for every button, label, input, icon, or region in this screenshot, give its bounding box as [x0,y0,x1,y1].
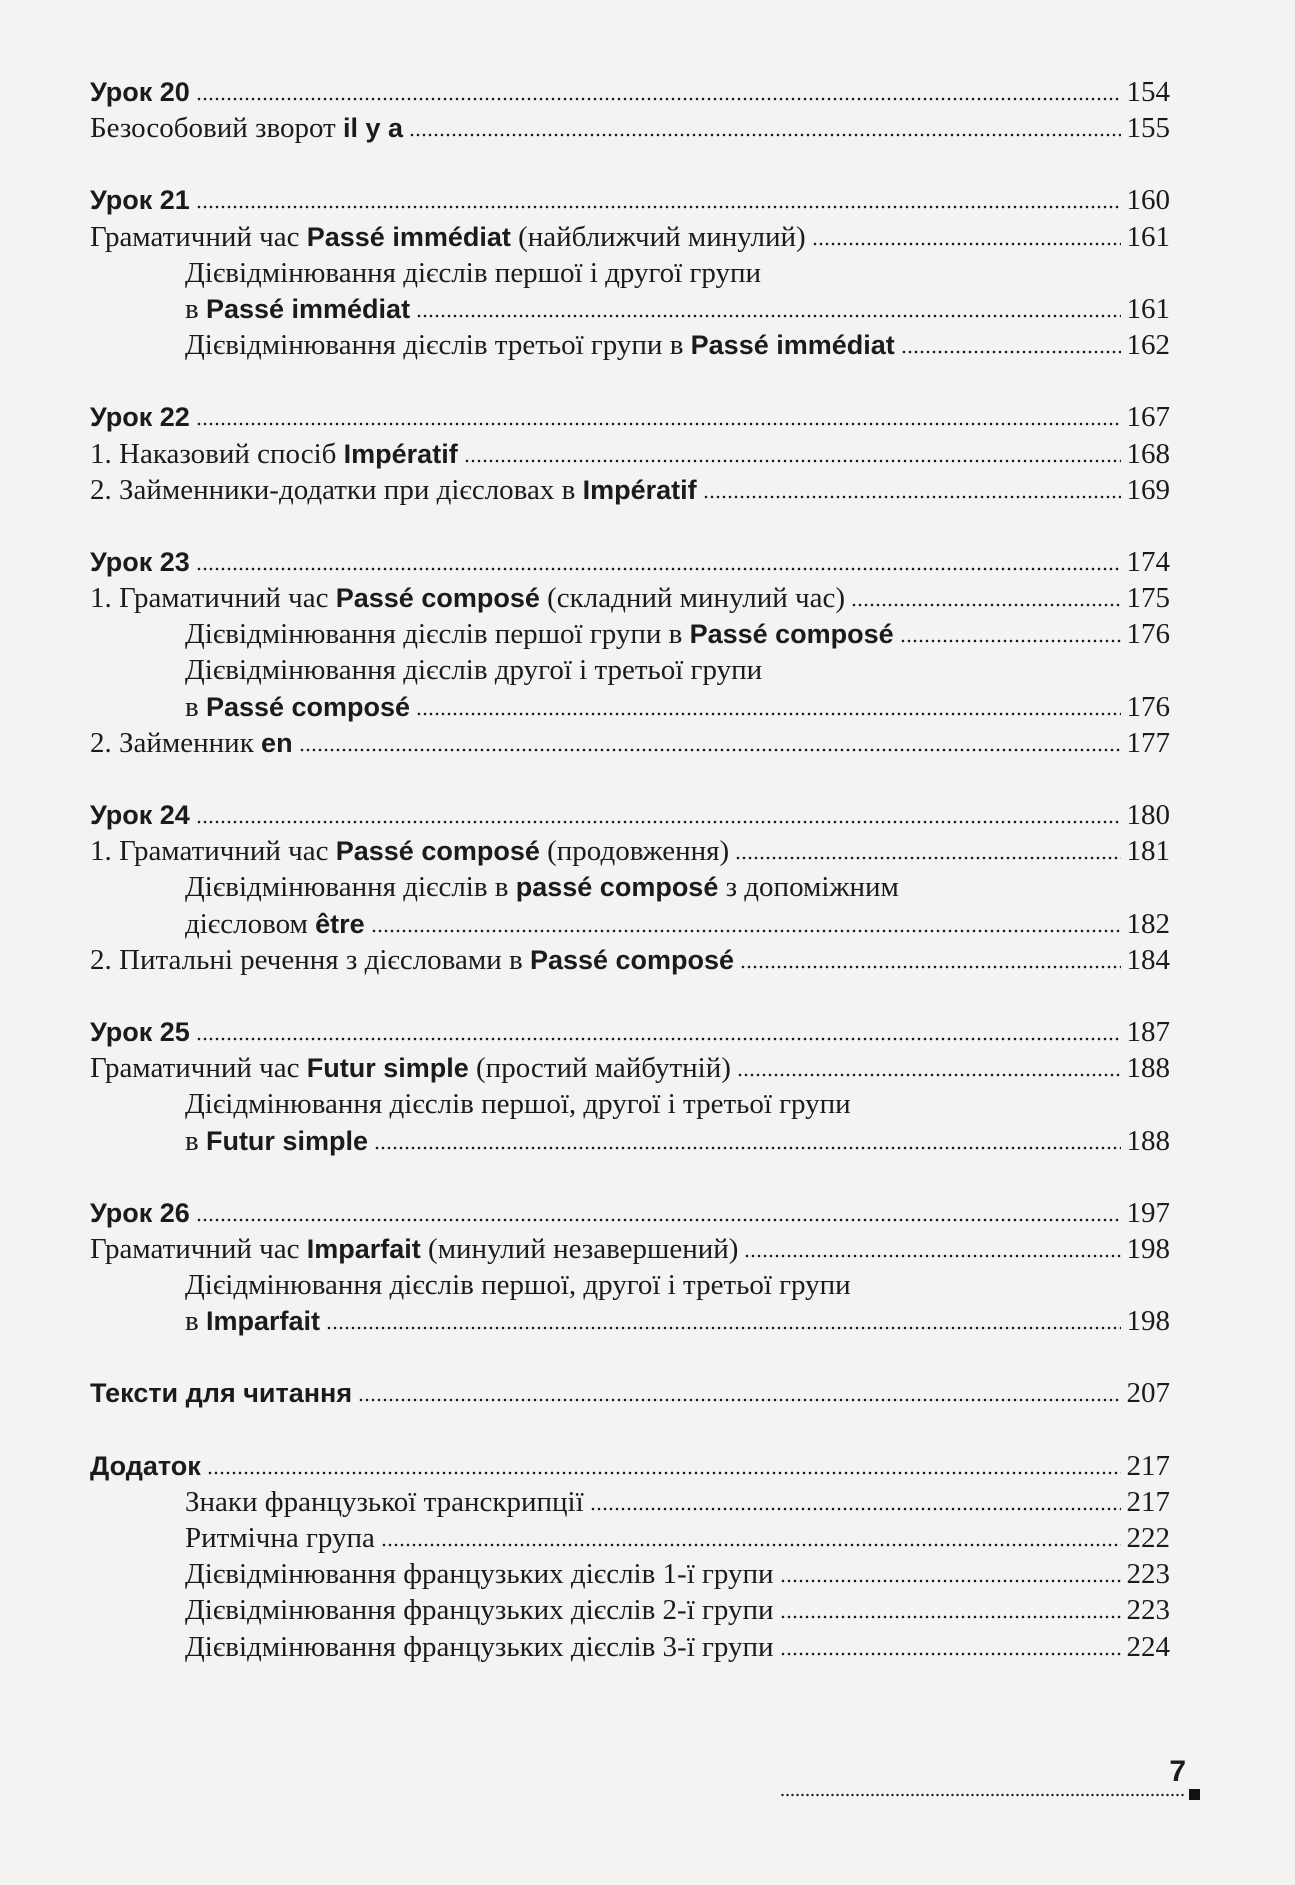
toc-page-number: 182 [1126,907,1170,940]
dot-leader [851,603,1121,607]
toc-entry [90,652,1170,688]
toc-heading [90,74,1170,110]
toc-entry-bold: Impératif [582,474,697,505]
toc-page-number: 224 [1126,1630,1170,1663]
toc-entry-bold: Урок 22 [90,402,190,433]
toc-entry [90,616,1170,652]
dot-leader [744,1254,1120,1258]
toc-page-number: 161 [1126,220,1170,253]
toc-entry-bold: Impératif [343,438,458,469]
toc-entry-pre: Дієвідмінювання французьких дієслів 1-ї групи [185,1558,774,1591]
toc-entry-title [185,1123,368,1159]
toc-page-number: 217 [1126,1485,1170,1518]
toc-entry [90,1303,1170,1339]
toc-entry-title [185,1629,774,1665]
toc-page-number: 168 [1126,437,1170,470]
toc-heading [90,544,1170,580]
toc-entry [90,1592,1170,1628]
toc-heading [90,182,1170,218]
dot-leader [374,1146,1121,1150]
toc-entry-pre: 1. Граматичний час [90,582,336,615]
toc-page-number: 198 [1126,1305,1170,1338]
toc-entry-pre: 2. Займенник [90,726,262,759]
toc-entry-title [90,1231,738,1267]
toc-entry-bold: être [315,908,365,939]
toc-entry-bold: Futur simple [306,1053,469,1084]
toc-entry-pre: в [185,1305,206,1338]
toc-entry-title [185,689,410,725]
footer-dot-leader [780,1793,1186,1797]
toc-entry-pre: в [185,292,206,325]
toc-entry-pre: Дієвідмінювання дієслів першої групи в [185,618,690,651]
dot-leader [780,1579,1121,1583]
toc-page-number: 223 [1126,1558,1170,1591]
toc-entry-pre: Безособовий зворот [90,112,343,145]
toc-entry-pre: Граматичний час [90,1232,307,1265]
dot-leader [326,1326,1121,1330]
toc-page-number: 174 [1126,545,1170,578]
toc-entry-pre: Дієвідмінювання дієслів в [185,871,516,904]
dot-leader [196,422,1121,426]
toc-page-number: 161 [1126,292,1170,325]
toc-page-number: 181 [1126,835,1170,868]
toc-entry-post: з допоміжним [718,871,899,904]
toc-entry-bold: Passé composé [689,619,894,650]
toc-entry [90,1484,1170,1520]
toc-page-number: 176 [1126,690,1170,723]
dot-leader [371,929,1121,933]
toc-entry-title [185,327,895,363]
toc-entry-title [90,472,697,508]
toc-entry-pre: Граматичний час [90,1052,307,1085]
toc-entry [90,1050,1170,1086]
toc-entry-title [185,1086,851,1122]
toc-entry-title [90,833,729,869]
toc-entry [90,942,1170,978]
toc-entry [90,689,1170,725]
toc-entry [90,327,1170,363]
dot-leader [196,567,1121,571]
toc-entry [90,291,1170,327]
toc-entry-title [185,255,761,291]
toc-entry-bold: Урок 21 [90,185,190,216]
toc-entry-title [90,942,734,978]
toc-page-number: 223 [1126,1594,1170,1627]
toc-entry-title [90,110,403,146]
dot-leader [900,639,1121,643]
toc-entry-title [185,869,899,905]
toc-page-number: 207 [1126,1377,1170,1410]
toc-page-number: 198 [1126,1232,1170,1265]
toc-entry-bold: Imparfait [306,1233,421,1264]
dot-leader [590,1507,1121,1511]
toc-entry-bold: il y a [343,113,404,144]
toc-entry-pre: Граматичний час [90,220,307,253]
toc-entry [90,833,1170,869]
toc-entry-title [185,1267,851,1303]
toc-entry-title [90,544,190,580]
toc-heading [90,1195,1170,1231]
toc-page-number: 188 [1126,1124,1170,1157]
dot-leader [409,133,1120,137]
toc-entry-title [185,1303,320,1339]
toc-entry-pre: в [185,1124,206,1157]
toc-page-number: 177 [1126,726,1170,759]
toc-entry-bold: Passé composé [335,836,540,867]
toc-entry-bold: Passé composé [529,944,735,975]
toc-entry-bold: Futur simple [205,1125,368,1156]
toc-page-number: 184 [1126,943,1170,976]
toc-entry-title [90,1050,731,1086]
toc-entry-title [90,399,190,435]
toc-page-number: 162 [1126,329,1170,362]
table-of-contents [90,74,1170,1665]
toc-entry-title [90,74,190,110]
footer-square-marker [1189,1789,1200,1800]
toc-entry-pre: Знаки французької транскрипції [185,1485,584,1518]
toc-entry-title [90,1195,190,1231]
toc-entry-pre: Ритмічна група [185,1522,375,1554]
toc-page-number: 175 [1126,582,1170,615]
toc-entry [90,1629,1170,1665]
dot-leader [780,1615,1121,1619]
dot-leader [196,1218,1121,1222]
toc-entry-title [185,616,894,652]
dot-leader [358,1398,1120,1402]
toc-page-number: 154 [1126,76,1170,108]
dot-leader [207,1471,1121,1475]
toc-entry-post: (найближчий минулий) [510,220,806,253]
dot-leader [464,459,1121,463]
toc-entry [90,255,1170,291]
toc-entry-bold: Тексти для читання [90,1378,353,1409]
dot-leader [196,205,1121,209]
toc-entry-pre: 1. Граматичний час [90,835,336,868]
toc-entry-bold: Урок 26 [90,1197,190,1228]
toc-entry-bold: Додаток [90,1450,201,1481]
toc-entry [90,472,1170,508]
toc-entry-bold: Урок 23 [90,546,190,577]
toc-page-number: 160 [1126,184,1170,217]
dot-leader [196,1037,1121,1041]
toc-entry-bold: passé composé [515,872,719,903]
toc-entry-bold: Imparfait [205,1306,320,1337]
toc-page-number: 176 [1126,618,1170,651]
toc-page-number: 187 [1126,1015,1170,1048]
toc-entry-title [185,652,762,688]
toc-entry-pre: Дієвідмінювання французьких дієслів 3-ї групи [185,1630,774,1663]
toc-entry-bold: Урок 25 [90,1016,190,1047]
toc-entry-title [185,906,365,942]
toc-entry [90,906,1170,942]
toc-entry-post: (простий майбутній) [468,1052,731,1085]
toc-entry-bold: Урок 24 [90,800,190,830]
toc-entry-pre: 2. Займенники-додатки при дієсловах в [90,473,583,506]
toc-entry [90,869,1170,905]
toc-page-number: 197 [1126,1196,1170,1229]
toc-entry-title [90,182,190,218]
dot-leader [196,97,1121,101]
toc-entry-title [90,436,458,472]
toc-page-number: 180 [1126,799,1170,831]
toc-entry-post: (складний минулий час) [539,582,845,615]
dot-leader [901,350,1121,354]
dot-leader [780,1652,1121,1656]
toc-heading [90,1014,1170,1050]
dot-leader [381,1543,1121,1547]
toc-entry-pre: Дієвідмінювання дієслів другої і третьої групи [185,654,763,687]
toc-entry [90,1086,1170,1122]
page-number: 7 [1169,1755,1186,1788]
toc-entry-pre: дієсловом [185,907,316,940]
toc-entry-title [185,291,410,327]
toc-entry-title [90,1014,190,1050]
toc-entry [90,1556,1170,1592]
toc-entry-pre: Дієідмінювання дієслів першої, другої і третьої групи [185,1088,851,1121]
toc-entry-post: (продовження) [539,835,730,868]
page-footer [780,1755,1200,1795]
dot-leader [703,495,1121,499]
toc-entry-pre: 2. Питальні речення з дієсловами в [90,943,530,976]
toc-entry-bold: Passé immédiat [690,330,895,361]
toc-entry-title [90,219,806,255]
toc-entry-bold: Урок 20 [90,77,190,107]
dot-leader [737,1073,1121,1077]
toc-entry-bold: Passé composé [205,691,411,722]
toc-entry [90,725,1170,761]
toc-entry-pre: Дієвідмінювання дієслів першої і другої групи [185,256,762,289]
toc-entry-pre: Дієвідмінювання французьких дієслів 2-ї групи [185,1594,774,1627]
toc-entry [90,1520,1170,1556]
toc-entry-title [185,1592,774,1628]
toc-page-number: 167 [1126,401,1170,434]
toc-heading [90,1448,1170,1484]
dot-leader [299,748,1121,752]
dot-leader [740,965,1120,969]
toc-entry-title [90,1448,201,1484]
toc-entry-title [185,1484,584,1520]
toc-entry [90,1267,1170,1303]
toc-page-number: 188 [1126,1052,1170,1085]
toc-entry-title [90,797,190,833]
toc-entry-bold: Passé composé [335,583,540,614]
toc-entry-pre: в [185,690,206,723]
toc-page-number: 169 [1126,473,1170,506]
toc-entry [90,1123,1170,1159]
toc-entry-title [90,580,845,616]
toc-entry [90,219,1170,255]
toc-page-number: 217 [1126,1449,1170,1482]
toc-entry-post: (минулий незавершений) [420,1232,739,1265]
dot-leader [416,314,1120,318]
toc-entry-bold: en [261,727,293,758]
toc-entry [90,110,1170,146]
toc-entry [90,1231,1170,1267]
dot-leader [196,820,1121,824]
toc-entry-title [90,1375,352,1411]
toc-heading [90,797,1170,833]
toc-page-number: 222 [1126,1522,1170,1554]
toc-entry-title [185,1556,774,1592]
toc-entry [90,580,1170,616]
toc-entry-bold: Passé immédiat [306,221,511,252]
toc-entry-bold: Passé immédiat [205,293,411,324]
toc-entry [90,436,1170,472]
toc-page-number: 155 [1126,112,1170,145]
toc-heading [90,399,1170,435]
toc-heading [90,1375,1170,1411]
toc-entry-pre: 1. Наказовий спосіб [90,437,344,470]
toc-entry-pre: Дієвідмінювання дієслів третьої групи в [185,329,691,362]
dot-leader [735,856,1120,860]
toc-entry-pre: Дієідмінювання дієслів першої, другої і третьої групи [185,1269,851,1302]
toc-entry-title [185,1520,375,1556]
toc-entry-title [90,725,293,761]
dot-leader [812,242,1121,246]
dot-leader [416,712,1120,716]
